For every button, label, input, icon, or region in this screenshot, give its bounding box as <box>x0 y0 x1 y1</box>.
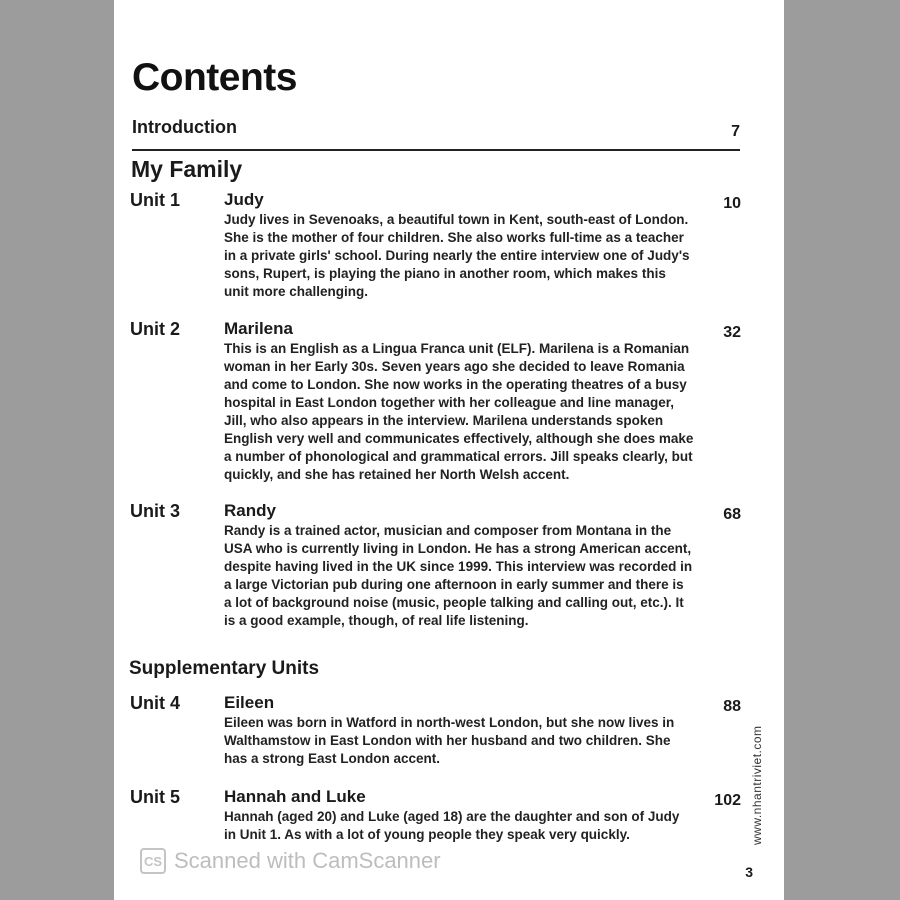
unit-description: Eileen was born in Watford in north-west London, but she now lives in Walthamstow in East London with her husband and two children. She has a strong East London accent. <box>224 715 675 766</box>
unit-name: Eileen <box>224 693 275 712</box>
page-number: 3 <box>745 864 753 880</box>
page-title: Contents <box>132 56 297 99</box>
unit-page-number: 102 <box>714 792 741 809</box>
unit-name: Marilena <box>224 319 293 338</box>
unit-page-number: 32 <box>723 324 741 341</box>
unit-page-number: 10 <box>723 195 741 212</box>
unit-number: Unit 5 <box>130 787 181 807</box>
section-heading-supplementary-units: Supplementary Units <box>129 658 320 679</box>
unit-page-number: 68 <box>723 506 741 523</box>
section-heading-my-family: My Family <box>131 156 243 182</box>
introduction-page-number: 7 <box>731 123 740 140</box>
introduction-label: Introduction <box>132 117 237 137</box>
publisher-url: www.nhantriviet.com <box>750 725 764 845</box>
unit-number: Unit 2 <box>130 319 181 339</box>
unit-name: Hannah and Luke <box>224 787 366 806</box>
unit-number: Unit 4 <box>130 693 181 713</box>
introduction-entry[interactable] <box>132 117 740 147</box>
unit-description: Judy lives in Sevenoaks, a beautiful town in Kent, south-east of London. She is the mother of four children. She also works full-time as a teacher in a private girls' school. During nearly the entire interview one of Judy's sons, Rupert, is playing the piano in another room, which makes this unit more challenging. <box>224 212 690 299</box>
camscanner-logo-icon: CS <box>140 848 166 874</box>
unit-number: Unit 1 <box>130 190 181 210</box>
camscanner-watermark <box>140 846 441 876</box>
unit-name: Randy <box>224 501 276 520</box>
unit-page-number: 88 <box>723 698 741 715</box>
document-page <box>114 0 784 900</box>
unit-number: Unit 3 <box>130 501 181 521</box>
divider-rule <box>132 149 740 151</box>
unit-description: Hannah (aged 20) and Luke (aged 18) are the daughter and son of Judy in Unit 1. As with a lot of young people they speak very quickly. <box>224 809 680 842</box>
watermark-text: Scanned with CamScanner <box>174 848 441 873</box>
unit-description: This is an English as a Lingua Franca unit (ELF). Marilena is a Romanian woman in her Early 30s. Seven years ago she decided to leave Romania and come to London. She now works in the operating theatres of a busy hospital in East London together with her colleague and line manager, Jill, who also appears in the interview. Marilena understands spoken English very well and communicates effectively, although she does make a number of phonological and grammatical errors. Jill speaks clearly, but quickly, and she has retained her North Welsh accent. <box>224 341 694 482</box>
unit-description: Randy is a trained actor, musician and composer from Montana in the USA who is currently living in London. He has a strong American accent, despite having lived in the UK since 1999. This interview was recorded in a large Victorian pub during one afternoon in early summer and there is a lot of background noise (music, people talking and calling out, etc.). It is a good example, though, of real life listening. <box>224 523 693 628</box>
unit-name: Judy <box>224 190 264 209</box>
